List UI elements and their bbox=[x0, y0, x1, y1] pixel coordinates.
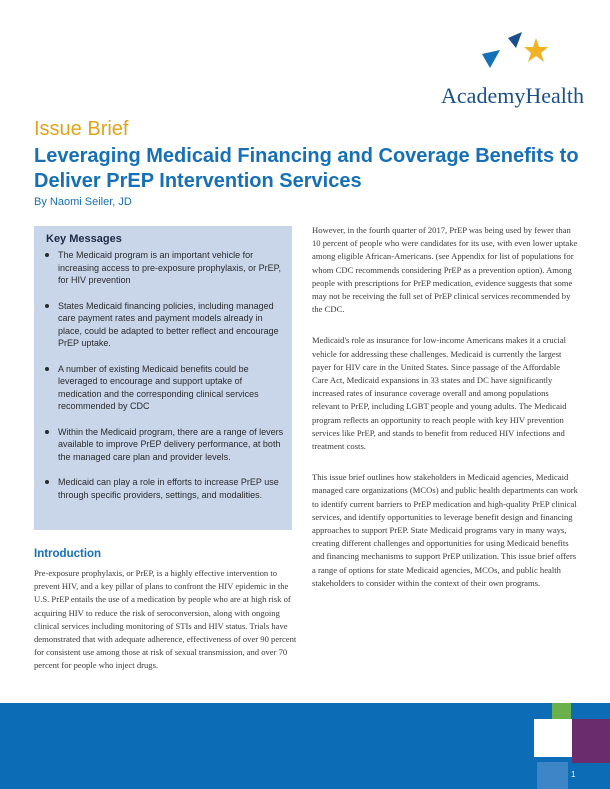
key-messages-list bbox=[42, 249, 284, 501]
key-message-item: The Medicaid program is an important vehicle for increasing access to pre-exposure prophylaxis, or PrEP, for HIV prevention bbox=[42, 249, 284, 287]
bullet-icon bbox=[45, 304, 49, 308]
introduction-heading: Introduction bbox=[34, 548, 102, 560]
bullet-icon bbox=[45, 367, 49, 371]
footer-band bbox=[0, 703, 610, 789]
footer-green-square bbox=[552, 703, 571, 719]
issue-brief-label: Issue Brief bbox=[34, 118, 129, 140]
body-paragraph: Medicaid's role as insurance for low-income Americans makes it a crucial vehicle for addressing these challenges. Medicaid is currently the largest payer for HIV care in the United States. Since passage of the Affordable Care Act, Medicaid expansions in 33 states and DC have significantly increased rates of insurance coverage overall and among populations relevant to PrEP, including LGBT people and young adults. The Medicaid program reflects an opportunity to reach people with key HIV prevention services like PrEP, and stands to benefit from reduced HIV infections and treatment costs. bbox=[312, 335, 567, 452]
footer-white-square bbox=[534, 719, 572, 757]
bullet-icon bbox=[45, 480, 49, 484]
right-column bbox=[312, 224, 578, 608]
brand-name: AcademyHealth bbox=[441, 83, 584, 108]
page-title: Leveraging Medicaid Financing and Coverage Benefits to Deliver PrEP Intervention Services bbox=[34, 145, 579, 192]
byline: By Naomi Seiler, JD bbox=[34, 196, 132, 208]
body-paragraph: This issue brief outlines how stakeholders in Medicaid agencies, Medicaid managed care organizations (MCOs) and public health departments can work to identify current barriers to PrEP medication and high-quality PrEP clinical services, and identify opportunities to leverage benefit design and financing approaches to support PrEP. State Medicaid programs vary in many ways, creating different challenges and opportunities for using Medicaid benefits and financing mechanisms to support PrEP utilization. This issue brief offers a range of options for state Medicaid agencies, MCOs, and public health stakeholders to consider within the context of their own programs. bbox=[312, 472, 578, 588]
page-number: 1 bbox=[571, 770, 576, 779]
bullet-icon bbox=[45, 430, 49, 434]
footer-lightblue-square bbox=[537, 762, 568, 789]
key-messages-heading: Key Messages bbox=[46, 233, 122, 245]
key-message-item: States Medicaid financing policies, including managed care payment rates and payment models already in place, could be adapted to better reflect and encourage PrEP uptake. bbox=[42, 300, 284, 350]
key-message-item: Medicaid can play a role in efforts to increase PrEP use through specific providers, settings, and modalities. bbox=[42, 476, 284, 501]
key-message-item: A number of existing Medicaid benefits could be leveraged to encourage and support uptake of medication and the corresponding clinical services recommended by CDC bbox=[42, 363, 284, 413]
bullet-icon bbox=[45, 253, 49, 257]
star-logo-icon bbox=[478, 28, 548, 78]
key-message-item: Within the Medicaid program, there are a range of levers available to improve PrEP delivery performance, at both the managed care plan and provider levels. bbox=[42, 426, 284, 464]
academyhealth-logo bbox=[440, 28, 585, 118]
key-messages-box bbox=[34, 226, 292, 530]
body-paragraph: However, in the fourth quarter of 2017, PrEP was being used by fewer than 10 percent of people who were candidates for its use, with even lower uptake among eligible African-Americans. (see Appendix for list of populations for whom CDC recommends considering PrEP as a prevention option). Among people with prescriptions for PrEP medication, evidence suggests that some may not be receiving the full set of PrEP clinical services recommended by the CDC. bbox=[312, 225, 578, 315]
introduction-paragraph: Pre-exposure prophylaxis, or PrEP, is a highly effective intervention to prevent HIV, and a key pillar of plans to confront the HIV epidemic in the U.S. PrEP entails the use of a medication by people who are at high risk of acquiring HIV to reduce the risk of seroconversion, along with ongoing clinical services including monitoring of STIs and HIV status. Trials have demonstrated that with adequate adherence, effectiveness of over 90 percent for consistent use among those at risk of sexual transmission, and over 70 percent for people who inject drugs. bbox=[34, 568, 297, 671]
footer-purple-square bbox=[572, 719, 610, 763]
